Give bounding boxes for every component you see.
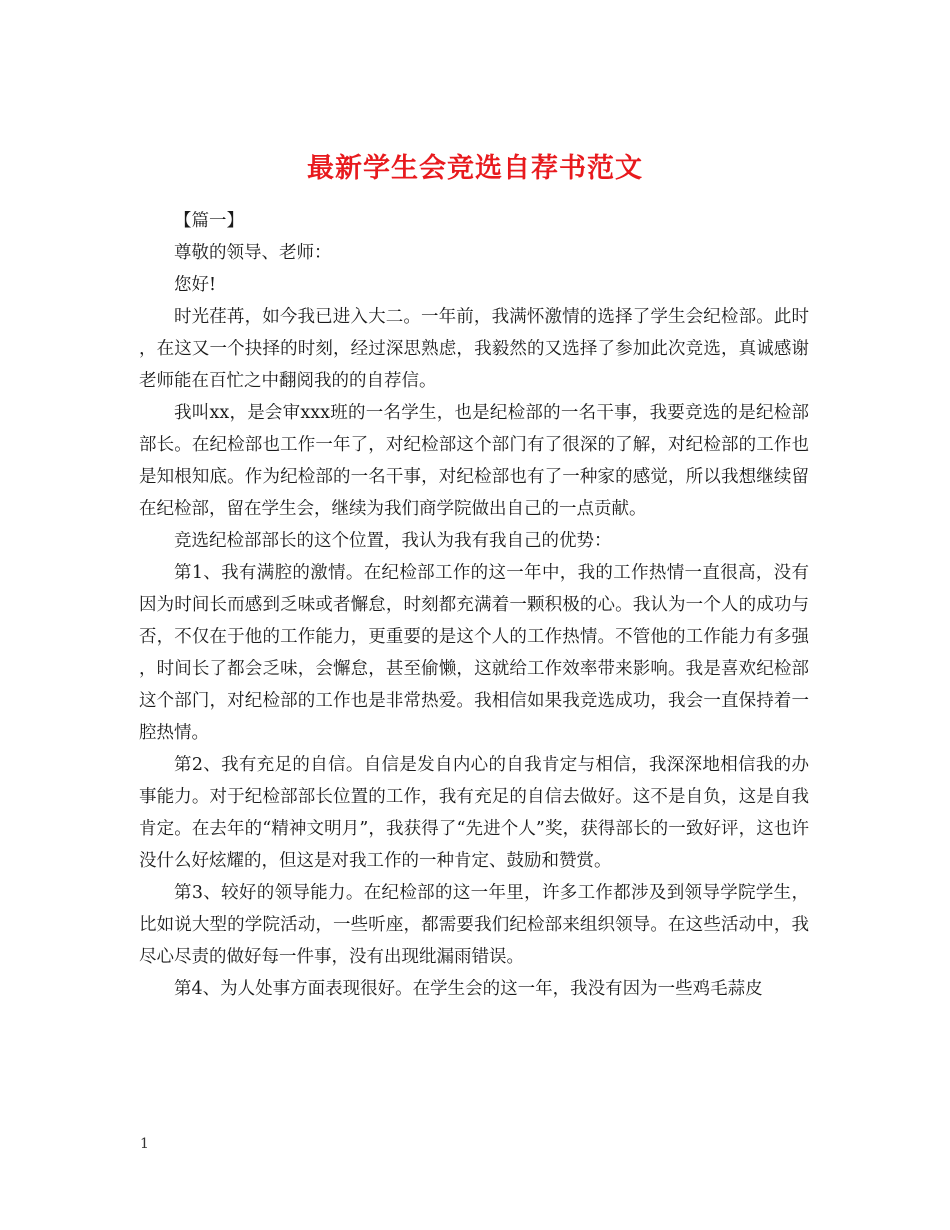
body-paragraph: 第1、我有满腔的激情。在纪检部工作的这一年中，我的工作热情一直很高，没有因为时间长而感到乏味或者懈怠，时刻都充满着一颗积极的心。我认为一个人的成功与否，不仅在于他的工作能力，更重要的是这个人的工作热情。不管他的工作能力有多强，时间长了都会乏味，会懈怠，甚至偷懒，这就给工作效率带来影响。我是喜欢纪检部这个部门，对纪检部的工作也是非常热爱。我相信如果我竞选成功，我会一直保持着一腔热情。 (139, 563, 809, 743)
document-body (139, 205, 809, 1005)
section-heading: 【篇一】 (174, 211, 244, 231)
body-paragraph: 我叫xx，是会审xxx班的一名学生，也是纪检部的一名干事，我要竞选的是纪检部部长。在纪检部也工作一年了，对纪检部这个部门有了很深的了解，对纪检部的工作也是知根知底。作为纪检部的一名干事，对纪检部也有了一种家的感觉，所以我想继续留在纪检部，留在学生会，继续为我们商学院做出自己的一点贡献。 (139, 403, 809, 519)
body-paragraph: 第4、为人处事方面表现很好。在学生会的这一年，我没有因为一些鸡毛蒜皮 (174, 979, 763, 999)
body-paragraph: 第2、我有充足的自信。自信是发自内心的自我肯定与相信，我深深地相信我的办事能力。对于纪检部部长位置的工作，我有充足的自信去做好。这不是自负，这是自我肯定。在去年的“精神文明月”，我获得了“先进个人”奖，获得部长的一致好评，这也许没什么好炫耀的，但这是对我工作的一种肯定、鼓励和赞赏。 (139, 755, 809, 871)
document-title: 最新学生会竞选自荐书范文 (307, 153, 643, 185)
page-number: 1 (140, 1136, 149, 1152)
body-paragraph: 竞选纪检部部长的这个位置，我认为我有我自己的优势： (174, 531, 612, 551)
body-paragraph: 第3、较好的领导能力。在纪检部的这一年里，许多工作都涉及到领导学院学生，比如说大型的学院活动，一些听座，都需要我们纪检部来组织领导。在这些活动中，我尽心尽责的做好每一件事，没有出现纰漏雨错误。 (139, 883, 809, 967)
salutation: 尊敬的领导、老师： (174, 243, 332, 263)
greeting: 您好! (174, 275, 217, 295)
body-paragraph: 时光荏苒，如今我已进入大二。一年前，我满怀激情的选择了学生会纪检部。此时，在这又一个抉择的时刻，经过深思熟虑，我毅然的又选择了参加此次竞选，真诚感谢老师能在百忙之中翻阅我的的自荐信。 (139, 307, 809, 391)
